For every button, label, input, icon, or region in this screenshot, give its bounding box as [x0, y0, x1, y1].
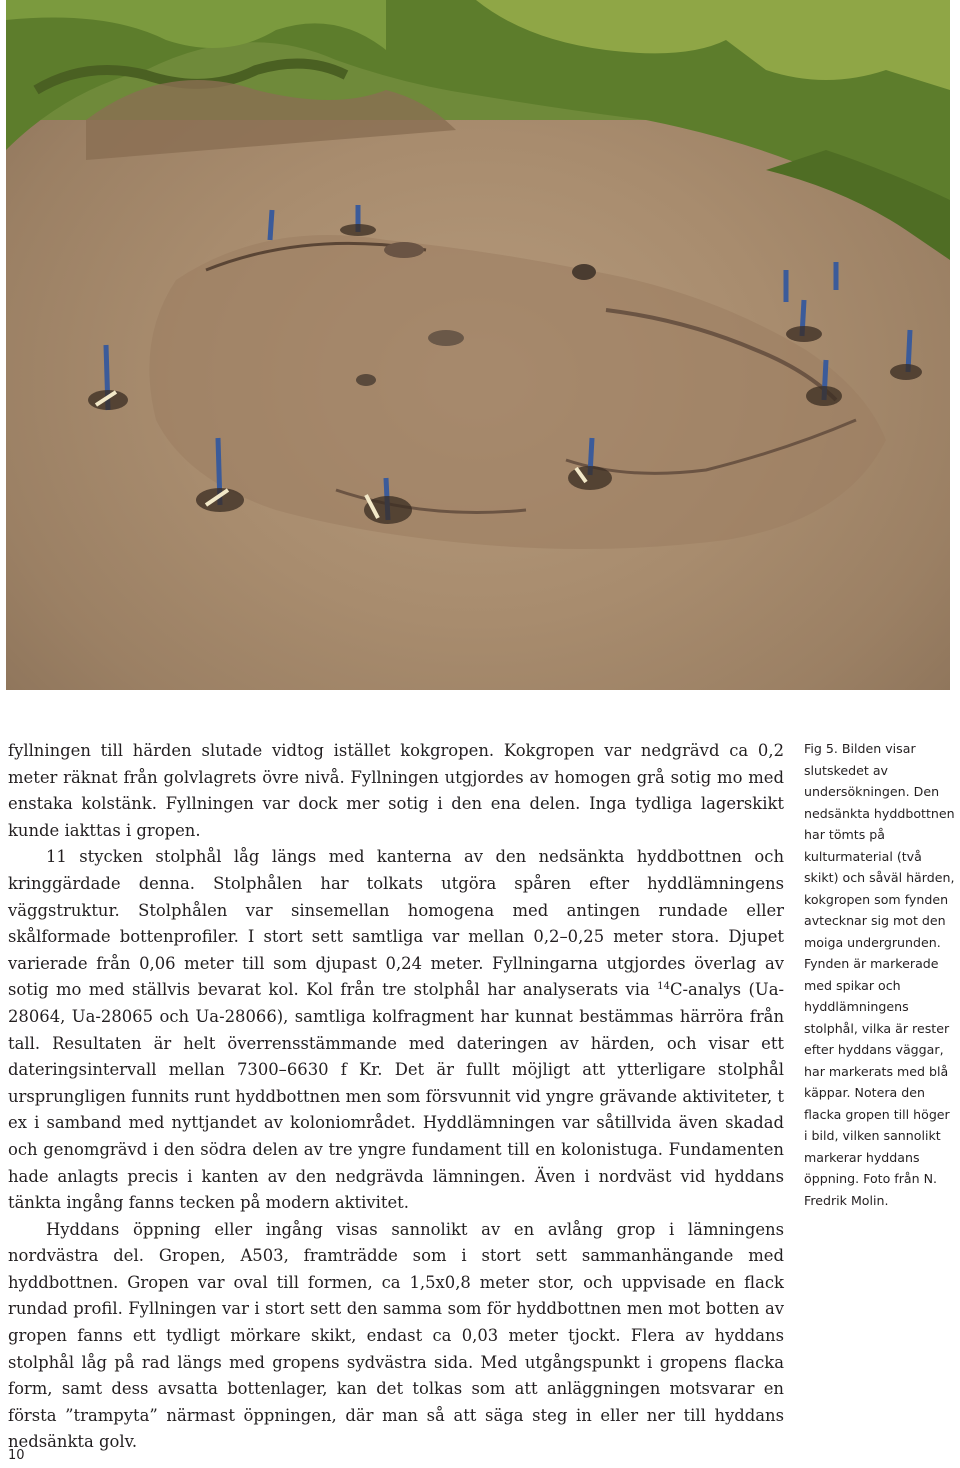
paragraph-2-part-b: C-analys (Ua-28064, Ua-28065 och Ua-28066), samtliga kolfragment har kunnat bestämmas härröra från tall. Resultaten är helt överrensstämmande med dateringen av härden, och visar ett dateringsintervall mellan 7300–6630 f Kr. Det är fullt möjligt att ytterligare stolphål ursprungligen funnits runt hyddbottnen men som försvunnit vid yngre grävande aktiviteter, t ex i samband med nyttjandet av koloniområdet. Hyddlämningen var såtillvida även skadad och genomgrävd i den södra delen av tre yngre fundament till en kolonistuga. Fundamenten hade anlagts precis i kanten av den nedgrävda lämningen. Även i nordväst vid hyddans tänkta ingång fanns tecken på modern aktivitet. — [8, 980, 784, 1213]
paragraph-2 — [8, 844, 784, 1216]
excavation-photo-illustration — [6, 0, 950, 690]
figure-caption: Fig 5. Bilden visar slutskedet av undersökningen. Den nedsänkta hyddbottnen har tömts på kulturmaterial (två skikt) och såväl härden, kokgropen som fynden avtecknar sig mot den moiga undergrunden. Fynden är markerade med spikar och hyddlämningens stolphål, vilka är rester efter hyddans väggar, har markerats med blå käppar. Notera den flacka gropen till höger i bild, vilken sannolikt markerar hyddans öppning. Foto från N. Fredrik Molin. — [804, 741, 955, 1208]
paragraph-3: Hyddans öppning eller ingång visas sannolikt av en avlång grop i lämningens nordvästra del. Gropen, A503, framträdde som i stort sett sammanhängande med hyddbottnen. Gropen var oval till formen, ca 1,5x0,8 meter stor, och uppvisade en flack rundad profil. Fyllningen var i stort sett den samma som för hyddbottnen men mot botten av gropen fanns ett tydligt mörkare skikt, endast ca 0,03 meter tjockt. Flera av hyddans stolphål låg på rad längs med gropens sydvästra sida. Med utgångspunkt i gropens flacka form, samt dess avsatta bottenlager, kan det tolkas som att anläggningen motsvarar en första ”trampyta” närmast öppningen, där man så att säga steg in eller ner till hyddans nedsänkta golv. — [8, 1219, 784, 1452]
body-text — [8, 738, 784, 1456]
page-number: 10 — [8, 1448, 25, 1463]
excavation-photo — [6, 0, 950, 690]
paragraph-2-part-a: 11 stycken stolphål låg längs med kanterna av den nedsänkta hyddbottnen och kringgärdade denna. Stolphålen har tolkats utgöra spåren efter hyddlämningens väggstruktur. Stolphålen var sinsemellan homogena med antingen rundade eller skålformade bottenprofiler. I stort sett samtliga var mellan 0,2–0,25 meter stora. Djupet varierade från 0,06 meter till som djupast 0,24 meter. Fyllningarna utgjordes överlag av sotig mo med ställvis bevarat kol. Kol från tre stolphål har analyserats via — [8, 847, 784, 1000]
superscript-14: 14 — [657, 981, 670, 993]
paragraph-1: fyllningen till härden slutade vidtog istället kokgropen. Kokgropen var nedgrävd ca 0,2 meter räknat från golvlagrets övre nivå. Fyllningen utgjordes av homogen grå sotig mo med enstaka kolstänk. Fyllningen var dock mer sotig i den ena delen. Inga tydliga lagerskikt kunde iakttas i gropen. — [8, 741, 784, 840]
